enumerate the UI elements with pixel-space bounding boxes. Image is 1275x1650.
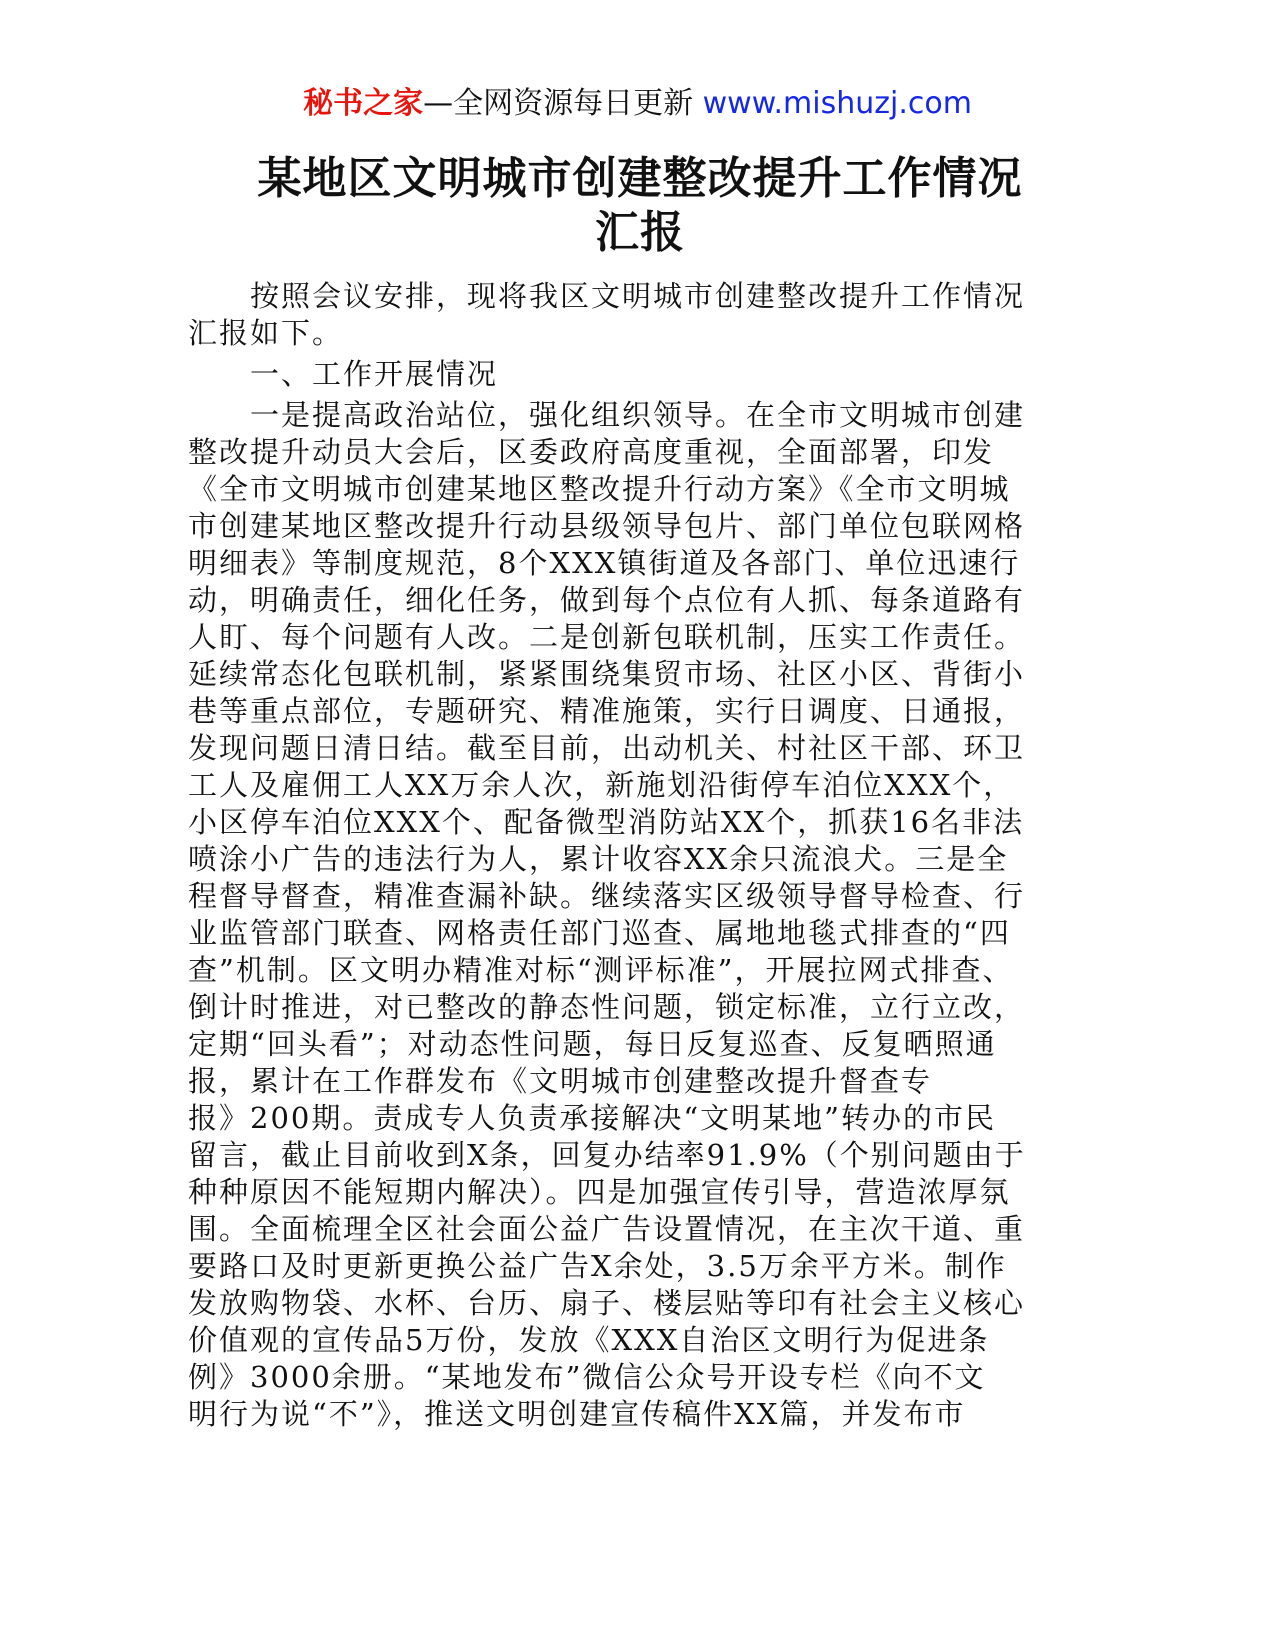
text-line: 人盯、每个问题有人改。二是创新包联机制，压实工作责任。	[188, 620, 1026, 654]
brand-name: 秘书之家	[303, 86, 424, 121]
text-line: 一是提高政治站位，强化组织领导。在全市文明城市创建	[188, 398, 1026, 432]
text-line: 动，明确责任，细化任务，做到每个点位有人抓、每条道路有	[188, 583, 1026, 617]
text-line: 业监管部门联查、网格责任部门巡查、属地地毯式排查的“四	[188, 916, 1011, 950]
text-line: 定期“回头看”；对动态性问题，每日反复巡查、反复晒照通	[188, 1027, 997, 1061]
title-line-1: 某地区文明城市创建整改提升工作情况	[257, 153, 1023, 204]
text-line: 明细表》等制度规范，8个XXX镇街道及各部门、单位迅速行	[188, 546, 1021, 580]
text-line: 要路口及时更新更换公益广告X余处，3.5万余平方米。制作	[188, 1249, 1007, 1283]
text-line: 小区停车泊位XXX个、配备微型消防站XX个，抓获16名非法	[188, 805, 1025, 839]
text-line: 例》3000余册。“某地发布”微信公众号开设专栏《向不文	[188, 1360, 986, 1394]
section-heading-text: 一、工作开展情况	[188, 357, 499, 391]
document-body	[188, 278, 1088, 1433]
text-line: 《全市文明城市创建某地区整改提升行动方案》《全市文明城	[188, 472, 1011, 506]
text-line: 程督导督查，精准查漏补缺。继续落实区级领导督导检查、行	[188, 879, 1026, 913]
text-line: 倒计时推进，对已整改的静态性问题，锁定标准，立行立改，	[188, 990, 1026, 1024]
text-line: 发放购物袋、水杯、台历、扇子、楼层贴等印有社会主义核心	[188, 1286, 1026, 1320]
document-title	[190, 152, 1090, 260]
text-line: 整改提升动员大会后，区委政府高度重视，全面部署，印发	[188, 435, 995, 469]
text-line: 明行为说“不”》，推送文明创建宣传稿件XX篇，并发布市	[188, 1397, 966, 1431]
text-line: 种种原因不能短期内解决）。四是加强宣传引导，营造浓厚氛	[188, 1175, 1011, 1209]
text-line: 巷等重点部位，专题研究、精准施策，实行日调度、日通报，	[188, 694, 1026, 728]
text-line: 工人及雇佣工人XX万余人次，新施划沿街停车泊位XXX个，	[188, 768, 1015, 802]
text-line: 喷涂小广告的违法行为人，累计收容XX余只流浪犬。三是全	[188, 842, 1009, 876]
text-line: 报，累计在工作群发布《文明城市创建整改提升督查专	[188, 1064, 933, 1098]
banner-tagline: —全网资源每日更新	[423, 86, 694, 121]
text-line: 发现问题日清日结。截至目前，出动机关、村社区干部、环卫	[188, 731, 1026, 765]
text-line: 查”机制。区文明办精准对标“测评标准”，开展拉网式排查、	[188, 953, 1014, 987]
title-line-2: 汇报	[595, 207, 685, 258]
text-line: 市创建某地区整改提升行动县级领导包片、部门单位包联网格	[188, 509, 1026, 543]
body-paragraph	[188, 397, 1088, 1433]
text-line: 价值观的宣传品5万份，发放《XXX自治区文明行为促进条	[188, 1323, 990, 1357]
text-line: 汇报如下。	[188, 316, 344, 350]
intro-paragraph	[188, 278, 1088, 352]
section-heading	[188, 356, 1088, 393]
text-line: 围。全面梳理全区社会面公益广告设置情况，在主次干道、重	[188, 1212, 1026, 1246]
site-banner	[0, 84, 1275, 124]
website-link[interactable]: www.mishuzj.com	[702, 86, 972, 121]
text-line: 延续常态化包联机制，紧紧围绕集贸市场、社区小区、背街小	[188, 657, 1026, 691]
text-line: 留言，截止目前收到X条，回复办结率91.9%（个别问题由于	[188, 1138, 1026, 1172]
text-line: 报》200期。责成专人负责承接解决“文明某地”转办的市民	[188, 1101, 997, 1135]
text-line: 按照会议安排，现将我区文明城市创建整改提升工作情况	[188, 279, 1026, 313]
